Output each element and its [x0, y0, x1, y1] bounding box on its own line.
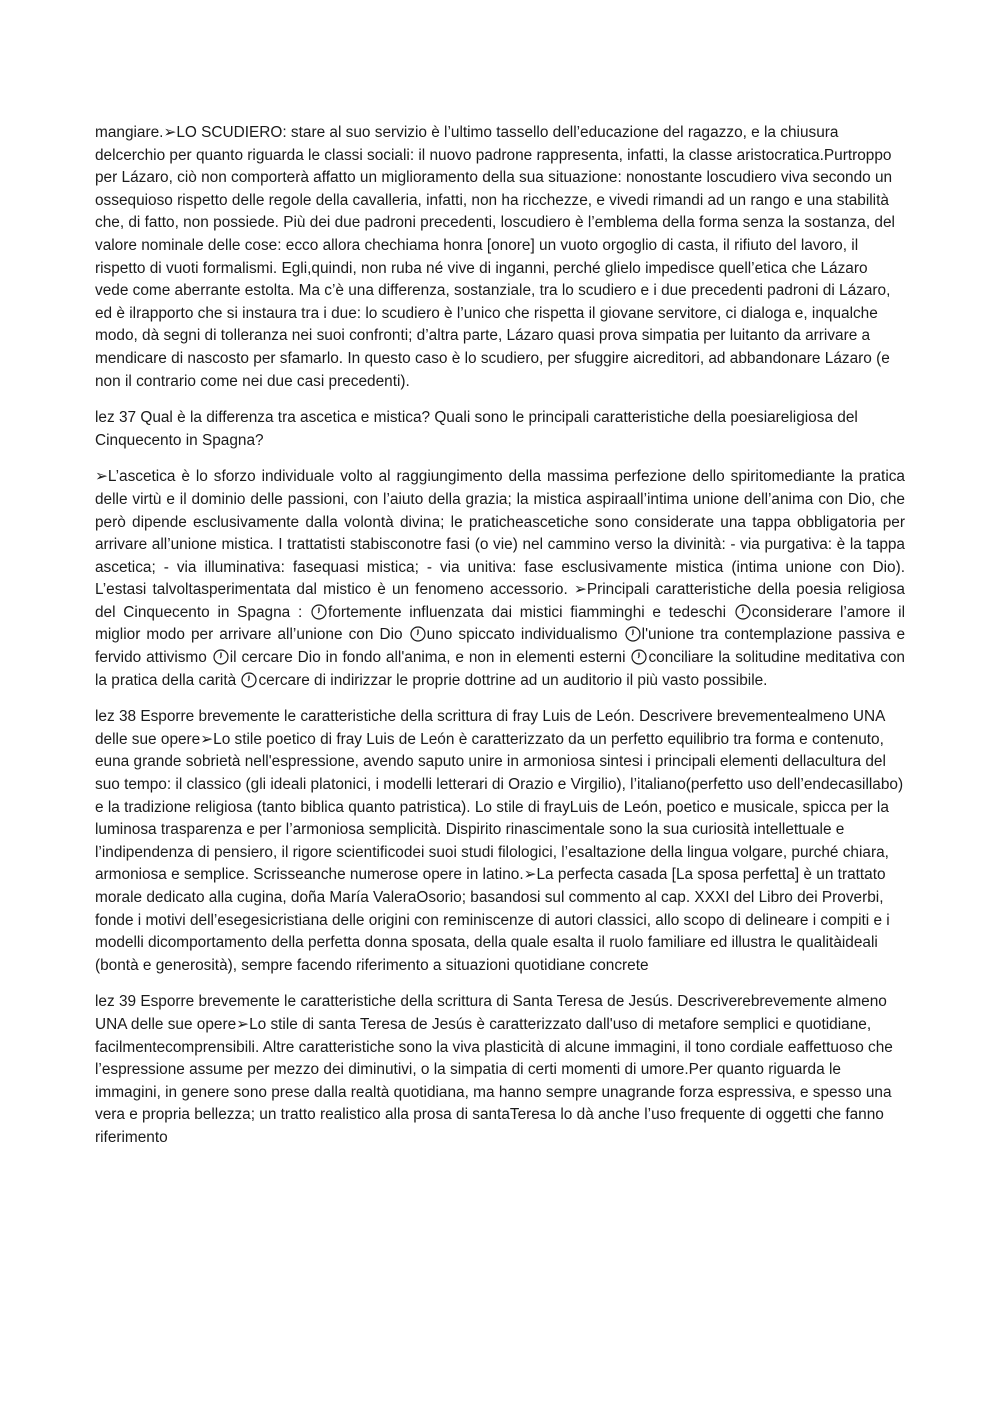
clock-icon: [631, 649, 647, 665]
document-page: [95, 122, 905, 1164]
list-item: uno spiccato individualismo: [426, 626, 618, 644]
clock-icon: [213, 649, 229, 665]
paragraph-lez-39: lez 39 Esporre brevemente le caratteristiche della scrittura di Santa Teresa de Jesús. Descriverebrevemente almeno UNA delle sue opere➢Lo stile di santa Teresa de Jesús è caratterizzato dall'uso di metafore semplici e quotidiane, facilmentecomprensibili. Altre caratteristiche sono la viva plasticità di alcune immagini, il tono cordiale eaffettuoso che l’espressione assume per mezzo dei diminutivi, o la simpatia di certi momenti di umore.Per quanto riguarda le immagini, in genere sono prese dalla realtà quotidiana, ma hanno sempre unagrande forza espressiva, e spesso una vera e propria bellezza; un tratto realistico alla prosa di santaTeresa lo dà anche l’uso frequente di oggetti che fanno riferimento: [95, 993, 893, 1146]
question-lez-37: lez 37 Qual è la differenza tra ascetica e mistica? Quali sono le principali caratteristiche della poesiareligiosa del Cinquecento in Spagna?: [95, 409, 858, 449]
list-item: cercare di indirizzar le proprie dottrine ad un auditorio il più vasto possibile.: [258, 671, 768, 689]
answer-lez-37: [95, 466, 905, 692]
list-item: conciliare la solitudine meditativa con la pratica della carità: [95, 649, 905, 689]
list-item: l'unione tra contemplazione passiva e fervido attivismo: [95, 626, 906, 667]
clock-icon: [311, 604, 327, 620]
clock-icon: [410, 626, 426, 642]
clock-icon: [241, 672, 257, 688]
clock-icon: [625, 626, 641, 642]
list-item: considerare l’amore il miglior modo per arrivare all’unione con Dio: [95, 603, 905, 644]
clock-icon: [735, 604, 751, 620]
list-item: il cercare Dio in fondo all'anima, e non in elementi esterni: [229, 649, 626, 667]
list-item: fortemente influenzata dai mistici fiamminghi e tedeschi: [328, 603, 727, 621]
paragraph-lez-38: lez 38 Esporre brevemente le caratteristiche della scrittura di fray Luis de León. Descrivere brevementealmeno UNA delle sue opere➢Lo stile poetico di fray Luis de León è caratterizzato da un perfetto equilibrio tra forma e contenuto, euna grande sobrietà nell'espressione, avendo saputo unire in armoniosa sintesi i principali elementi dellacultura del suo tempo: il classico (gli ideali platonici, i modelli letterari di Orazio e Virgilio), l’italiano(perfetto uso dell’endecasillabo) e la tradizione religiosa (tanto biblica quanto patristica). Lo stile di frayLuis de León, poetico e musicale, spicca per la luminosa trasparenza e per l’armoniosa semplicità. Dispirito rinascimentale sono la sua curiosità intellettuale e l’indipendenza di pensiero, il rigore scientificodei suoi studi filologici, l’esaltazione della lingua volgare, purché chiara, armoniosa e semplice. Scrisseanche numerose opere in latino.➢La perfecta casada [La sposa perfetta] è un trattato morale dedicato alla cugina, doña María ValeraOsorio; basandosi sul commento al cap. XXXI del Libro dei Proverbi, fonde i motivi dell’esegesicristiana delle origini con reminiscenze di autori classici, allo scopo di delineare i compiti e i modelli dicomportamento della perfetta donna sposata, della quale esalta il ruolo familiare ed illustra le qualitàideali (bontà e generosità), sempre facendo riferimento a situazioni quotidiane concrete: [95, 708, 904, 974]
answer-lez-37-text: ➢L’ascetica è lo sforzo individuale volto al raggiungimento della massima perfezione dello spiritomediante la pratica delle virtù e il dominio delle passioni, con l’aiuto della grazia; la mistica aspiraall’intima unione dell’anima con Dio, che però dipende esclusivamente dalla volontà divina; le praticheascetiche sono considerate una tappa obbligatoria per arrivare all’unione mistica. I trattatisti stabisconotre fasi (o vie) nel cammino verso la divinità: - via purgativa: è la tappa ascetica; - via illuminativa: fasequasi mistica; - via unitiva: fase esclusivamente mistica (intima unione con Dio). L’estasi talvoltasperimentata dal mistico è un fenomeno accessorio. ➢Principali caratteristiche della poesia religiosa del Cinquecento in Spagna :: [95, 468, 905, 621]
paragraph-scudiero: mangiare.➢LO SCUDIERO: stare al suo servizio è l’ultimo tassello dell’educazione del ragazzo, e la chiusura delcerchio per quanto riguarda le classi sociali: il nuovo padrone rappresenta, infatti, la classe aristocratica.Purtroppo per Lázaro, ciò non comporterà affatto un miglioramento della sua situazione: nonostante loscudiero viva secondo un ossequioso rispetto delle regole della cavalleria, infatti, non ha ricchezze, e vivedi rimandi ad un rango e una stabilità che, di fatto, non possiede. Più dei due padroni precedenti, loscudiero è l’emblema della forma senza la sostanza, del valore nominale delle cose: ecco allora chechiama honra [onore] un vuoto orgoglio di casta, il rifiuto del lavoro, il rispetto di vuoti formalismi. Egli,quindi, non ruba né vive di inganni, perché glielo impedisce quell’etica che Lázaro vede come aberrante estolta. Ma c’è una differenza, sostanziale, tra lo scudiero e i due precedenti padroni di Lázaro, ed è ilrapporto che si instaura tra i due: lo scudiero è l’unico che rispetta il giovane servitore, ci dialoga e, inqualche modo, dà segni di tolleranza nei suoi confronti; d’altra parte, Lázaro quasi prova simpatia per luitanto da arrivare a mendicare di nascosto per sfamarlo. In questo caso è lo scudiero, per sfuggire aicreditori, ad abbandonare Lázaro (e non il contrario come nei due casi precedenti).: [95, 124, 895, 390]
